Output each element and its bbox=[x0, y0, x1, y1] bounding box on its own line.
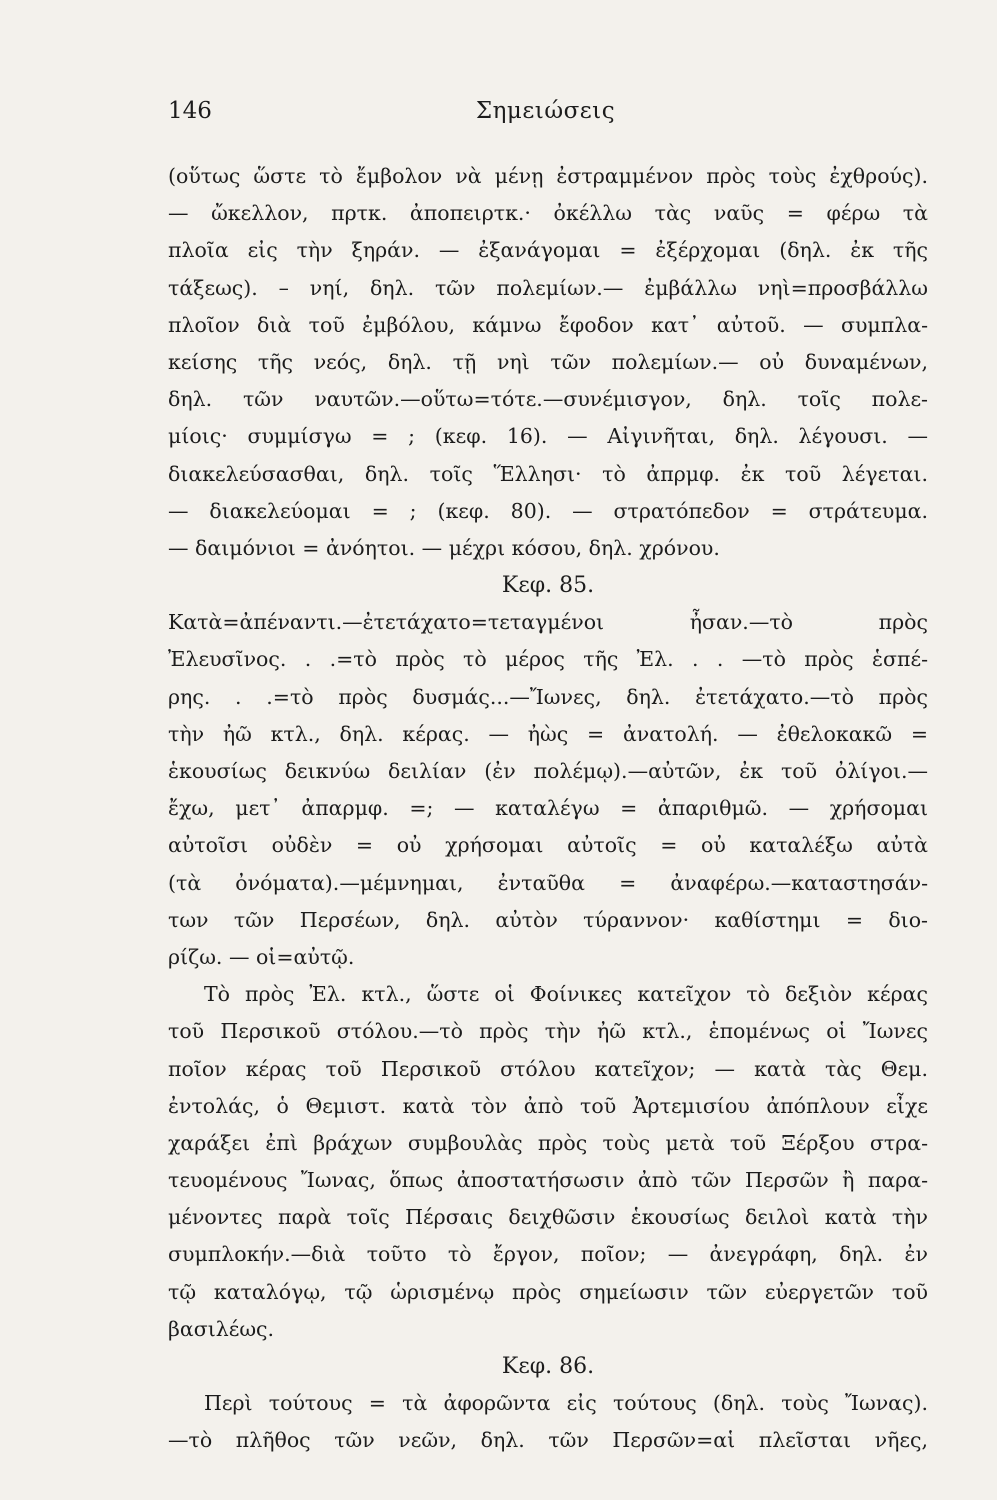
text-line: βασιλέως. bbox=[168, 1316, 275, 1341]
text-line: μίοις· συμμίσγω = ; (κεφ. 16). — Αἰγινῆται, δηλ. λέγουσι. — bbox=[168, 424, 928, 449]
running-title: Σημειώσεις bbox=[475, 98, 616, 124]
text-line: Περὶ τούτους = τὰ ἀφορῶντα εἰς τούτους (δηλ. τοὺς Ἴωνας). bbox=[204, 1391, 928, 1416]
chapter-heading: Κεφ. 86. bbox=[501, 1354, 595, 1379]
text-line: πλοῖα εἰς τὴν ξηράν. — ἐξανάγομαι = ἐξέρχομαι (δηλ. ἐκ τῆς bbox=[168, 238, 928, 263]
text-line: τοῦ Περσικοῦ στόλου.—τὸ πρὸς τὴν ἠῶ κτλ., ἑπομένως οἱ Ἴωνες bbox=[168, 1019, 928, 1044]
text-line: (οὕτως ὥστε τὸ ἔμβολον νὰ μένῃ ἐστραμμένον πρὸς τοὺς ἐχθρούς). bbox=[168, 164, 928, 188]
text-line: διακελεύσασθαι, δηλ. τοῖς Ἕλλησι· τὸ ἀπρμφ. ἐκ τοῦ λέγεται. bbox=[168, 461, 928, 486]
text-line: Κατὰ=ἀπέναντι.—ἐτετάχατο=τεταγμένοι ἦσαν.—τὸ πρὸς bbox=[168, 610, 928, 635]
text-line: τάξεως). – νηί, δηλ. τῶν πολεμίων.— ἐμβάλλω νηὶ=προσβάλλω bbox=[168, 275, 928, 300]
text-line: τὴν ἠῶ κτλ., δηλ. κέρας. — ἠὼς = ἀνατολή. — ἐθελοκακῶ = bbox=[168, 721, 928, 746]
text-line: ρίζω. — οἱ=αὐτῷ. bbox=[168, 944, 355, 969]
text-line: Τὸ πρὸς Ἐλ. κτλ., ὥστε οἱ Φοίνικες κατεῖχον τὸ δεξιὸν κέρας bbox=[204, 982, 928, 1007]
text-line: — διακελεύομαι = ; (κεφ. 80). — στρατόπεδον = στράτευμα. bbox=[168, 498, 928, 523]
text-line: των τῶν Περσέων, δηλ. αὐτὸν τύραννον· καθίστημι = διο- bbox=[168, 907, 928, 932]
text-line: μένοντες παρὰ τοῖς Πέρσαις δειχθῶσιν ἑκουσίως δειλοὶ κατὰ τὴν bbox=[168, 1205, 928, 1230]
text-line: ἑκουσίως δεικνύω δειλίαν (ἐν πολέμῳ).—αὐτῶν, ἐκ τοῦ ὀλίγοι.— bbox=[168, 759, 928, 783]
text-line: ἔχω, μετ᾽ ἀπαρμφ. =; — καταλέγω = ἀπαριθμῶ. — χρήσομαι bbox=[168, 796, 928, 821]
text-line: Ἐλευσῖνος. . .=τὸ πρὸς τὸ μέρος τῆς Ἐλ. . . —τὸ πρὸς ἑσπέ- bbox=[168, 647, 928, 672]
text-line: (τὰ ὀνόματα).—μέμνημαι, ἐνταῦθα = ἀναφέρω.—καταστησάν- bbox=[168, 870, 928, 895]
text-line: τευομένους Ἴωνας, ὅπως ἀποστατήσωσιν ἀπὸ τῶν Περσῶν ἢ παρα- bbox=[168, 1168, 928, 1193]
text-line: ἐντολάς, ὁ Θεμιστ. κατὰ τὸν ἀπὸ τοῦ Ἀρτεμισίου ἀπόπλουν εἶχε bbox=[168, 1093, 928, 1118]
page-header bbox=[168, 98, 923, 138]
text-line: δηλ. τῶν ναυτῶν.—οὕτω=τότε.—συνέμισγον, δηλ. τοῖς πολε- bbox=[168, 387, 928, 412]
text-line: ποῖον κέρας τοῦ Περσικοῦ στόλου κατεῖχον; — κατὰ τὰς Θεμ. bbox=[168, 1056, 928, 1081]
page-number: 146 bbox=[168, 98, 212, 124]
text-line: πλοῖον διὰ τοῦ ἐμβόλου, κάμνω ἔφοδον κατ᾽ αὐτοῦ. — συμπλα- bbox=[168, 312, 928, 337]
text-line: συμπλοκήν.—διὰ τοῦτο τὸ ἔργον, ποῖον; — ἀνεγράφη, δηλ. ἐν bbox=[168, 1242, 928, 1267]
text-line: — ὤκελλον, πρτκ. ἀποπειρτκ.· ὀκέλλω τὰς ναῦς = φέρω τὰ bbox=[168, 201, 928, 226]
text-body bbox=[168, 158, 928, 1460]
text-line: — δαιμόνιοι = ἀνόητοι. — μέχρι κόσου, δηλ. χρόνου. bbox=[168, 535, 720, 560]
text-line: κείσης τῆς νεός, δηλ. τῇ νηὶ τῶν πολεμίων.— οὐ δυναμένων, bbox=[168, 349, 928, 374]
chapter-heading: Κεφ. 85. bbox=[501, 573, 595, 599]
text-line: τῷ καταλόγῳ, τῷ ὡρισμένῳ πρὸς σημείωσιν τῶν εὐεργετῶν τοῦ bbox=[168, 1279, 928, 1304]
text-line: χαράξει ἐπὶ βράχων συμβουλὰς πρὸς τοὺς μετὰ τοῦ Ξέρξου στρα- bbox=[168, 1130, 928, 1155]
text-line: αὐτοῖσι οὐδὲν = οὐ χρήσομαι αὐτοῖς = οὐ καταλέξω αὐτὰ bbox=[168, 833, 928, 858]
text-line: ρης. . .=τὸ πρὸς δυσμάς...—Ἴωνες, δηλ. ἐτετάχατο.—τὸ πρὸς bbox=[168, 684, 928, 709]
text-line: —τὸ πλῆθος τῶν νεῶν, δηλ. τῶν Περσῶν=αἱ πλεῖσται νῆες, bbox=[168, 1428, 928, 1453]
